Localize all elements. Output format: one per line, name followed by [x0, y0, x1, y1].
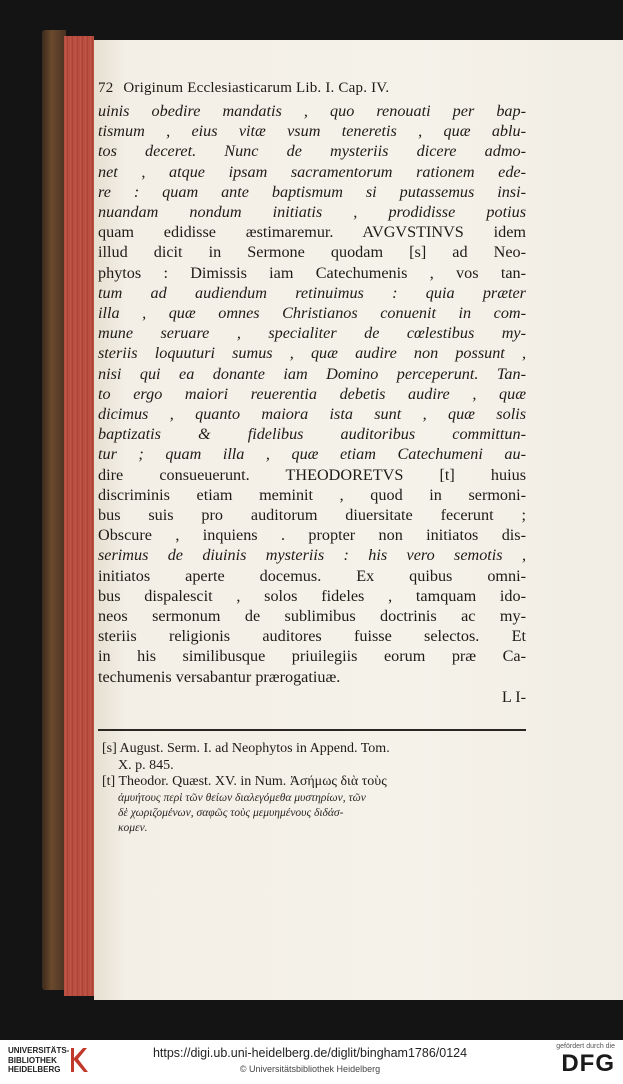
- running-header: [98, 80, 526, 97]
- text-line: net , atque ipsam sacramentorum rationem ede-: [98, 162, 526, 181]
- library-logo[interactable]: [8, 1046, 128, 1080]
- text-line: serimus de diuinis mysteriis : his vero semotis ,: [98, 546, 526, 565]
- library-name-line1: UNIVERSITÄTS-: [8, 1046, 70, 1055]
- footnotes: [98, 741, 526, 836]
- text-line: quam edidisse æstimaremur. AVGVSTINVS idem: [98, 223, 526, 242]
- copyright-notice: © Universitätsbibliothek Heidelberg: [239, 1064, 381, 1074]
- text-line: bus dispalescit , solos fideles , tamquam ido-: [98, 586, 526, 605]
- text-line: Obscure , inquiens . propter non initiatos dis-: [98, 526, 526, 545]
- footnote-line: [s] August. Serm. I. ad Neophytos in Append. Tom.: [102, 741, 390, 757]
- footnote-greek-line: κομεν.: [118, 821, 148, 834]
- text-line: steriis loquuturi sumus , quæ audire non possunt ,: [98, 344, 526, 363]
- text-line: tum ad audiendum retinuimus : quia præter: [98, 283, 526, 302]
- text-line: re : quam ante baptismum si putassemus insi-: [98, 182, 526, 201]
- text-line: mune seruare , specialiter de cœlestibus my-: [98, 324, 526, 343]
- text-line: phytos : Dimissis iam Catechumenis , vos tan-: [98, 263, 526, 282]
- text-line: tur ; quam illa , quæ etiam Catechumeni au-: [98, 445, 526, 464]
- text-line: discriminis etiam meminit , quod in sermoni-: [98, 485, 526, 504]
- text-line: nuandam nondum initiatis , prodidisse potius: [98, 203, 526, 222]
- library-name-line2: BIBLIOTHEK: [8, 1055, 57, 1065]
- text-line: uinis obedire mandatis , quo renouati per bap-: [98, 102, 526, 120]
- text-line: in his similibusque priuilegiis eorum præ Ca-: [98, 647, 526, 666]
- body-text: [98, 101, 526, 687]
- catchword: L I-: [501, 687, 526, 706]
- footnote-line: X. p. 845.: [118, 757, 174, 773]
- text-line: illa , quæ omnes Christianos conuenit in com-: [98, 304, 526, 323]
- running-title: Originum Ecclesiasticarum Lib. I. Cap. IV.: [123, 80, 390, 96]
- text-line: techumenis versabantur prærogatiuæ.: [98, 667, 341, 686]
- text-line: tismum , eius vitæ vsum teneretis , quæ ablu-: [98, 122, 526, 141]
- dfg-logo[interactable]: [545, 1043, 615, 1077]
- dfg-wordmark: DFG: [561, 1050, 615, 1077]
- page-number: 72: [98, 80, 114, 96]
- text-line: dicimus , quanto maiora ista sunt , quæ solis: [98, 405, 526, 424]
- permalink-url[interactable]: https://digi.ub.uni-heidelberg.de/diglit/bingham1786/0124: [152, 1046, 468, 1060]
- text-line: to ergo maiori reuerentia debetis audire , quæ: [98, 384, 526, 403]
- viewer-footer: [0, 1040, 623, 1084]
- text-line: tos deceret. Nunc de mysteriis dicere admo-: [98, 142, 526, 161]
- library-name-line3: HEIDELBERG: [8, 1065, 61, 1074]
- text-line: bus suis pro auditorum diuersitate fecerunt ;: [98, 506, 526, 525]
- footnote-line: [t] Theodor. Quæst. XV. in Num. Ἀσήμως διὰ τοὺς: [102, 774, 387, 790]
- text-line: steriis religionis auditores fuisse selectos. Et: [98, 627, 526, 646]
- text-line: baptizatis & fidelibus auditoribus committun-: [98, 425, 526, 444]
- funded-by-text: gefördert durch die: [556, 1043, 615, 1050]
- text-line: neos sermonum de sublimibus doctrinis ac my-: [98, 607, 526, 626]
- red-page-edges: [64, 36, 94, 996]
- text-line: nisi qui ea donante iam Domino perceperunt. Tan-: [98, 364, 526, 383]
- footnote-greek-line: δὲ χωριζομένων, σαφῶς τοὺς μεμυημένους διδάσ-: [118, 806, 344, 819]
- text-line: dire consueuerunt. THEODORETVS [t] huius: [98, 465, 526, 484]
- book-spine-edge: [42, 30, 66, 990]
- footnote-rule: [98, 729, 526, 731]
- page-text: [98, 80, 526, 836]
- text-line: initiatos aperte docemus. Ex quibus omni-: [98, 566, 526, 585]
- library-emblem-icon: [68, 1046, 90, 1074]
- footnote-greek-line: ἀμυήτους περὶ τῶν θείων διαλεγόμεθα μυστηρίων, τῶν: [118, 791, 366, 804]
- text-line: illud dicit in Sermone quodam [s] ad Neo-: [98, 243, 526, 262]
